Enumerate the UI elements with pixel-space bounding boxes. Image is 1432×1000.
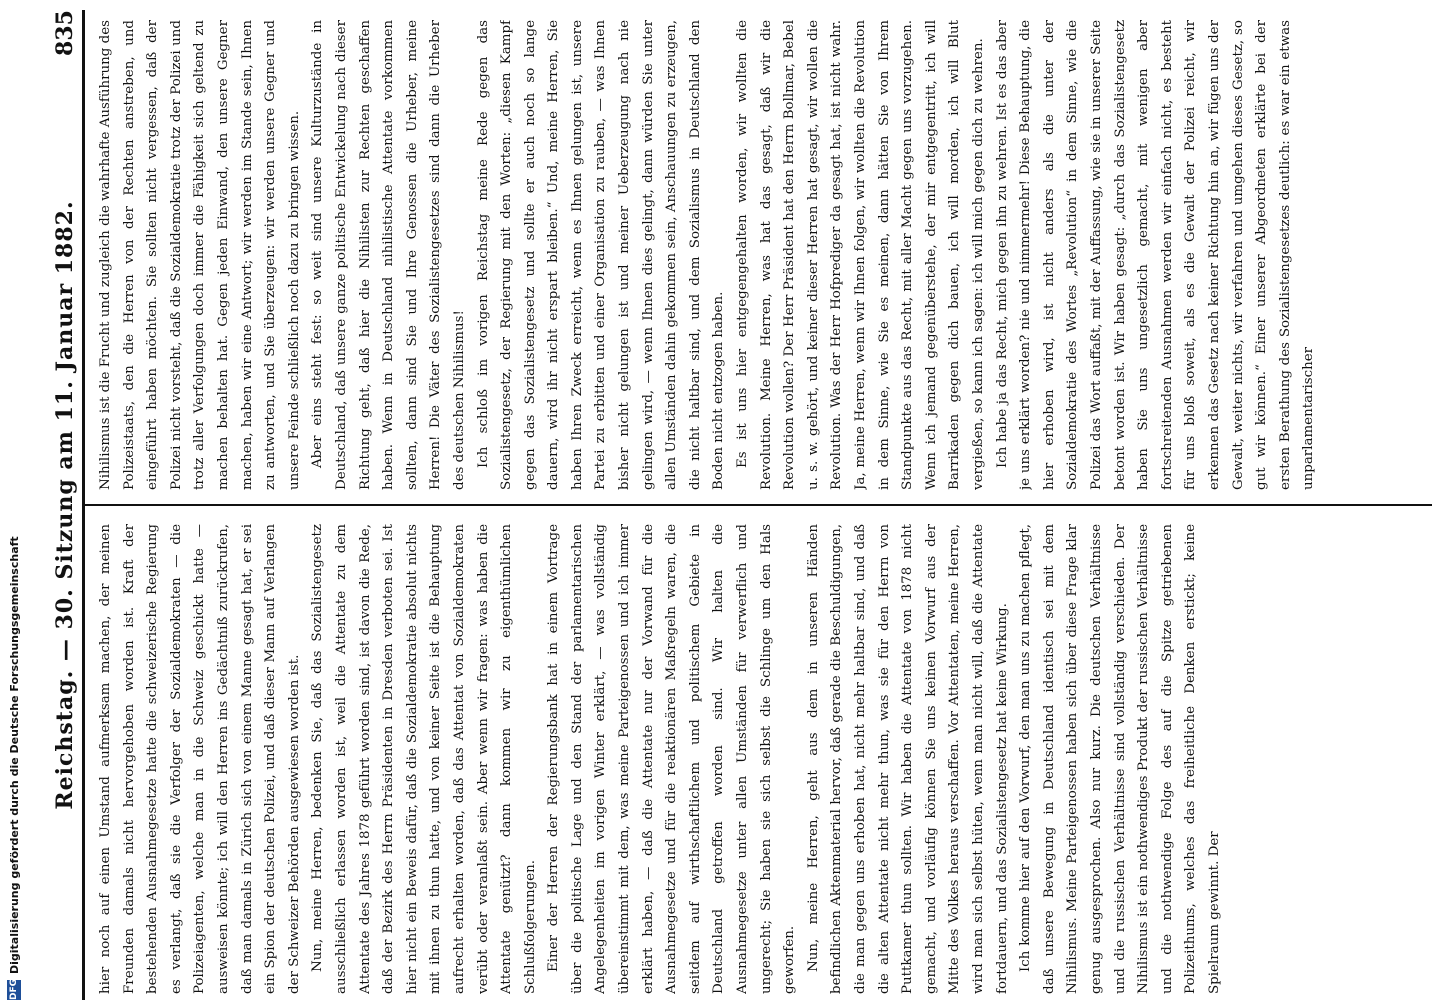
paragraph: Aber eins steht fest: so weit sind unsere Kulturzustände in Deutschland, daß unsere ganze politische Entwickelung nach dieser Richtung geht, daß hier die Nihilisten zur Rechten geschaffen haben. Wenn in Deutschland nihilistische Attentate vorkommen sollten, dann sind Sie und Ihre Genossen die Urheber, meine Herren! Die Väter des Sozialistengesetzes sind dann die Urheber des deutschen Nihilismus! (310, 20, 467, 490)
paragraph: Ich schloß im vorigen Reichstag meine Rede gegen das Sozialistengesetz, der Regierung mit den Worten: „diesen Kampf gegen das Sozialistengesetz und sollte er auch noch so lange dauern, wird ihr nicht erspart bleiben.“ Und, meine Herren, Sie haben Ihren Zweck erreicht, wenn es Ihnen gelungen ist, unsere Partei zu erbitten und einer Organisation zu rauben, — was Ihnen bisher nicht gelungen ist und meiner Ueberzeugung nach nie gelingen wird, — wenn Ihnen dies gelingt, dann würden Sie unter allen Umständen dahin gekommen sein, Anschauungen zu erzeugen, die nicht haltbar sind, und dem Sozialismus in Deutschland den Boden nicht entzogen haben. (475, 20, 727, 490)
paragraph: Nihilismus ist die Frucht und zugleich die wahrhafte Ausführung des Polizeistaats, den die Herren von der Rechten anstreben, und eingeführt haben möchten. Sie sollten nicht vergessen, daß der Polizei nicht vorsteht, daß die Sozialdemokratie trotz der Polizei und trotz aller Verfolgungen doch immer die Fähigkeit sich geltend zu machen behalten hat. Gegen jeden Einwand, den unsere Gegner machen, haben wir eine Antwort; wir werden im Stande sein, Ihnen zu antworten, und Sie überzeugen: wir werden unsere Gegner und unsere Feinde schließlich noch dazu zu bringen wissen. (98, 20, 302, 490)
dfg-logo: DFG (9, 978, 19, 1000)
paragraph: Nun, meine Herren, geht aus dem in unseren Händen befindlichen Aktenmaterial hervor, daß gerade die Beschuldigungen, die man gegen uns erhoben hat, nicht mehr haltbar sind, und daß die alten Attentate nicht mehr thun, was sie für den Herrn von Puttkamer thun sollten. Wir haben die Attentate von 1878 nicht gemacht, und vorläufig können Sie uns keinen Vorwurf aus der Mitte des Volkes heraus verschaffen. Vor Attentaten, meine Herren, wird man sich selbst hüten, wenn man nicht will, daß die Attentate fortdauern, und das Sozialistengesetz hat keine Wirkung. (805, 524, 1010, 994)
paragraph: Ich komme hier auf den Vorwurf, den man uns zu machen pflegt, daß unsere Bewegung in Deutschland identisch sei mit dem Nihilismus. Meine Parteigenossen haben sich über diese Frage klar genug ausgesprochen. Also nur kurz. Die deutschen Verhältnisse und die russischen Verhältnisse sind vollständig verschieden. Der Nihilismus ist ein nothwendiges Produkt der russischen Verhältnisse und die nothwendige Folge des auf die Spitze getriebenen Polizeithums, welches das freiheitliche Denken erstickt; keine Spielraum gewinnt. Der (1018, 524, 1222, 994)
paragraph: Nun, meine Herren, bedenken Sie, daß das Sozialistengesetz ausschließlich erlassen worden ist, weil die Attentate zu dem Attentate des Jahres 1878 geführt worden sind, ist davon die Rede, daß der Bezirk des Herrn Präsidenten in Dresden verboten sei. Ist hier nicht ein Beweis dafür, daß die Sozialdemokratie absolut nichts mit ihnen zu thun hatte, und von keiner Seite ist die Behauptung aufrecht erhalten worden, daß das Attentat von Sozialdemokraten verübt oder veranlaßt sein. Aber wenn wir fragen: was haben die Attentate genützt? dann kommen wir zu eigenthümlichen Schlußfolgerungen. (310, 524, 538, 994)
page-header (46, 10, 76, 1000)
column-divider (84, 504, 1432, 506)
text-column-right (94, 20, 1414, 490)
digitization-credit (4, 0, 26, 1000)
paragraph: Es ist uns hier entgegengehalten worden, wir wollten die Revolution. Meine Herren, was hat das gesagt, daß wir die Revolution wollen? Der Herr Präsident hat den Herrn Bollmar, Bebel u. s. w. gehört, und keiner dieser Herren hat gesagt, wir wollen die Revolution. Was der Herr Hofprediger da gesagt hat, ist nicht wahr. Ja, meine Herren, wenn wir Ihnen folgen, wir wollten die Revolution in dem Sinne, wie Sie es meinen, dann hätten Sie von Ihrem Standpunkte aus das Recht, mit aller Macht gegen uns vorzugehen. Wenn ich jemand gegenüberstehe, der mir entgegentritt, ich will Barrikaden gegen dich bauen, ich will morden, ich will Blut vergießen, so kann ich sagen: ich will mich gegen dich zu wehren. (735, 20, 986, 490)
paragraph: hier noch auf einen Umstand aufmerksam machen, der meinen Freunden damals nicht hervorgehoben worden ist. Kraft der bestehenden Ausnahmegesetze hatte die schweizerische Regierung es verlangt, daß sie die Verfolger der Sozialdemokraten — die Polizeiagenten, welche man in die Schweiz geschickt hatte — ausweisen könnte; ich will den Herren ins Gedächtniß zurückrufen, daß man damals in Zürich sich von einem Manne gesagt hat, er sei ein Spion der deutschen Polizei, und daß dieser Mann auf Verlangen der Schweizer Behörden ausgewiesen worden ist. (98, 524, 302, 994)
paragraph: Ich habe ja das Recht, mich gegen ihn zu wehren. Ist es das aber je uns erklärt worden? nie und nimmermehr! Diese Behauptung, die hier erhoben wird, ist nicht anders als die unter der Sozialdemokratie des Wortes „Revolution“ in dem Sinne, wie die Polizei das Wort auffaßt, mit der Auffassung, wie sie in unserer Seite betont worden ist. Wir haben gesagt: „durch das Sozialistengesetz haben Sie uns ungesetzlich gemacht, mit wenigen aber fortschreitenden Ausnahmen werden wir einfach nicht, es besteht für uns bloß soweit, als es die Gewalt der Polizei reicht, wir erkennen das Gesetz nach keiner Richtung hin an, wir fügen uns der Gewalt, weiter nichts, wir verfahren und umgehen dieses Gesetz, so gut wir können.“ Einer unserer Abgeordneten erklärte bei der ersten Berathung des Sozialistengesetzes deutlich: es war ein etwas unparlamentarischer (994, 20, 1317, 490)
document-page (46, 10, 1432, 1000)
page-number: 835 (52, 10, 78, 56)
text-column-left (94, 524, 1414, 994)
paragraph: Einer der Herren der Regierungsbank hat in einem Vortrage über die politische Lage und den Stand der parlamentarischen Angelegenheiten im vorigen Winter erklärt, — was vollständig übereinstimmt mit dem, was meine Parteigenossen und ich immer erklärt haben, — daß die Attentate nur der Vorwand für die Ausnahmegesetze und für die reaktionären Maßregeln waren, die seitdem auf wirthschaftlichem und politischem Gebiete in Deutschland getroffen worden sind. Wir halten die Ausnahmegesetze unter allen Umständen für verwerflich und ungerecht; Sie haben sie sich selbst die Schlinge um den Hals geworfen. (546, 524, 798, 994)
credit-text: Digitalisierung gefördert durch die Deutsche Forschungsgemeinschaft (8, 536, 21, 974)
running-title: Reichstag. — 30. Sitzung am 11. Januar 1882. (52, 200, 78, 810)
